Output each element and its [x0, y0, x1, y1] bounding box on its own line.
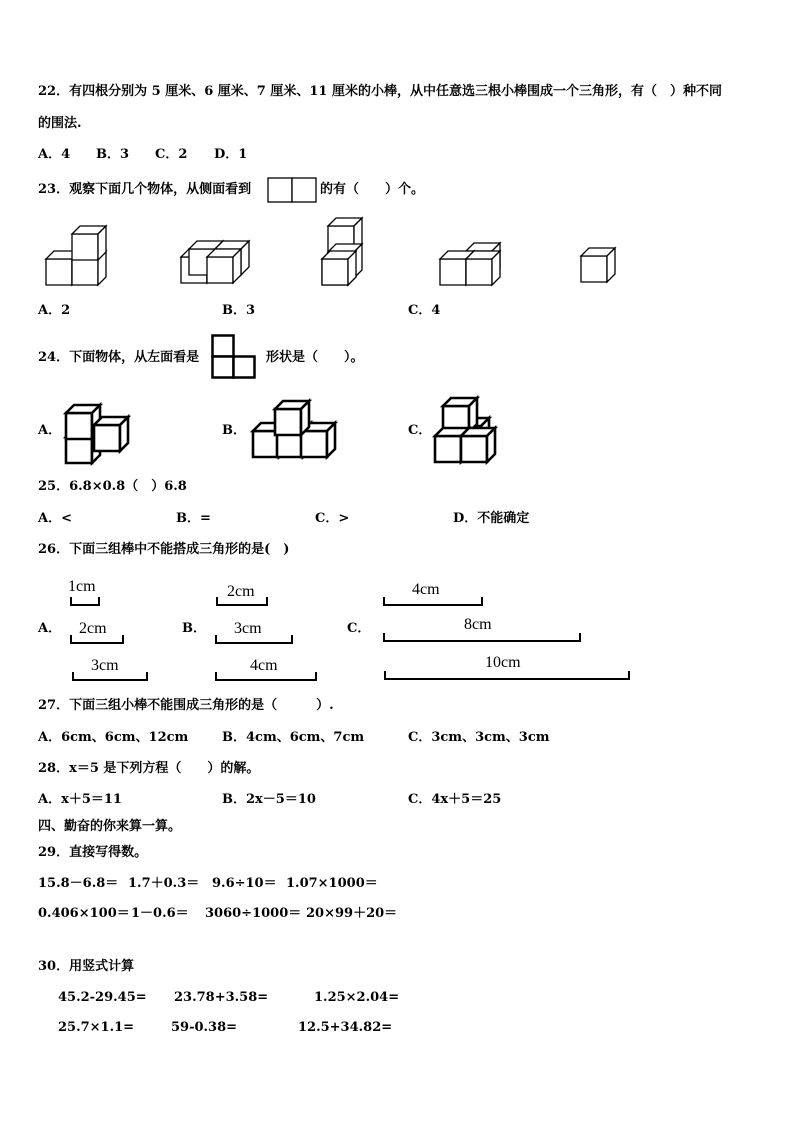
q23-object-5-figure — [581, 244, 621, 286]
q30-stem: 30．用竖式计算 — [38, 959, 135, 974]
stick-label: 3cm — [91, 657, 119, 674]
q25-option-c: C．> — [315, 511, 350, 526]
stick-a3 — [72, 672, 148, 681]
q26-option-b: B． — [182, 621, 206, 636]
q30-item: 23.78+3.58= — [174, 990, 269, 1005]
q28-stem: 28．x＝5 是下列方程（ ）的解。 — [38, 761, 260, 776]
q26-stem: 26．下面三组棒中不能搭成三角形的是( ) — [38, 542, 290, 557]
stick-label: 8cm — [464, 616, 492, 633]
q23-object-1-figure — [46, 226, 106, 286]
q27-stem: 27．下面三组小棒不能围成三角形的是（ ）. — [38, 698, 334, 713]
q23-option-b: B．3 — [222, 303, 256, 318]
q23-stem-post: 的有（ ）个。 — [320, 182, 425, 197]
stick-a1 — [70, 597, 100, 606]
q22-stem-line2: 的围法. — [38, 116, 82, 131]
q25-option-a: A．< — [38, 511, 72, 526]
stick-label: 4cm — [412, 581, 440, 598]
q24-option-a: A． — [38, 423, 62, 438]
q22-option-b: B．3 — [96, 147, 130, 162]
stick-b2 — [215, 635, 293, 644]
stick-c1 — [383, 597, 483, 606]
q29-item: 3060÷1000＝ — [205, 906, 302, 921]
q30-item: 25.7×1.1= — [58, 1020, 135, 1035]
q29-item: 15.8－6.8＝ — [38, 876, 119, 891]
q23-object-2-figure — [181, 241, 247, 286]
q27-option-a: A．6cm、6cm、12cm — [38, 730, 189, 745]
q25-option-d: D．不能确定 — [453, 511, 530, 526]
q25-option-b: B．= — [176, 511, 211, 526]
q22-stem-line1: 22．有四根分别为 5 厘米、6 厘米、7 厘米、11 厘米的小棒，从中任意选三根小棒围成一个三角形，有（ ）种不同 — [38, 84, 722, 99]
stick-a2 — [70, 635, 124, 644]
q30-item: 45.2-29.45= — [58, 990, 147, 1005]
q23-stem-pre: 23．观察下面几个物体，从侧面看到 — [38, 182, 252, 197]
q22-option-d: D．1 — [214, 147, 248, 162]
q24-option-b: B． — [222, 423, 246, 438]
q30-item: 12.5+34.82= — [298, 1020, 393, 1035]
q29-item: 1－0.6＝ — [131, 906, 189, 921]
q24-option-c: C． — [408, 423, 432, 438]
q24-stem-post: 形状是（ ）。 — [266, 350, 364, 365]
q23-object-4-figure — [440, 243, 506, 286]
q29-item: 1.07×1000＝ — [286, 876, 378, 891]
q28-option-b: B．2x－5＝10 — [222, 792, 316, 807]
stick-label: 3cm — [234, 620, 262, 637]
stick-label: 1cm — [68, 578, 96, 595]
q28-option-c: C．4x＋5＝25 — [408, 792, 502, 807]
q29-item: 0.406×100＝ — [38, 906, 130, 921]
two-square-view-icon — [267, 177, 317, 203]
q23-option-c: C．4 — [408, 303, 441, 318]
stick-label: 2cm — [79, 620, 107, 637]
q26-option-c: C． — [347, 621, 371, 636]
stick-label: 2cm — [227, 583, 255, 600]
q24-option-b-figure — [253, 401, 335, 459]
q24-option-a-figure — [66, 405, 132, 463]
q25-stem: 25．6.8×0.8（ ）6.8 — [38, 479, 187, 494]
q27-option-b: B．4cm、6cm、7cm — [222, 730, 365, 745]
q26-option-a: A． — [38, 621, 62, 636]
q22-option-a: A．4 — [38, 147, 71, 162]
stick-label: 4cm — [250, 657, 278, 674]
q22-option-c: C．2 — [155, 147, 188, 162]
q23-option-a: A．2 — [38, 303, 71, 318]
stick-b1 — [216, 597, 268, 606]
q28-option-a: A．x＋5＝11 — [38, 792, 122, 807]
q29-item: 1.7＋0.3＝ — [128, 876, 200, 891]
q23-object-3-figure — [322, 218, 362, 286]
q29-item: 9.6÷10＝ — [212, 876, 277, 891]
q27-option-c: C．3cm、3cm、3cm — [408, 730, 550, 745]
stick-label: 10cm — [485, 654, 521, 671]
stick-c2 — [383, 633, 581, 642]
q24-option-c-figure — [435, 398, 501, 464]
stick-c3 — [384, 671, 630, 680]
q29-item: 20×99＋20＝ — [306, 906, 398, 921]
q24-stem-pre: 24．下面物体，从左面看是 — [38, 350, 200, 365]
q29-stem: 29．直接写得数。 — [38, 845, 148, 860]
stick-b3 — [215, 672, 317, 681]
q30-item: 59-0.38= — [171, 1020, 238, 1035]
l-shape-view-icon — [211, 334, 257, 380]
q30-item: 1.25×2.04= — [314, 990, 400, 1005]
section-4-heading: 四、勤奋的你来算一算。 — [38, 819, 182, 834]
